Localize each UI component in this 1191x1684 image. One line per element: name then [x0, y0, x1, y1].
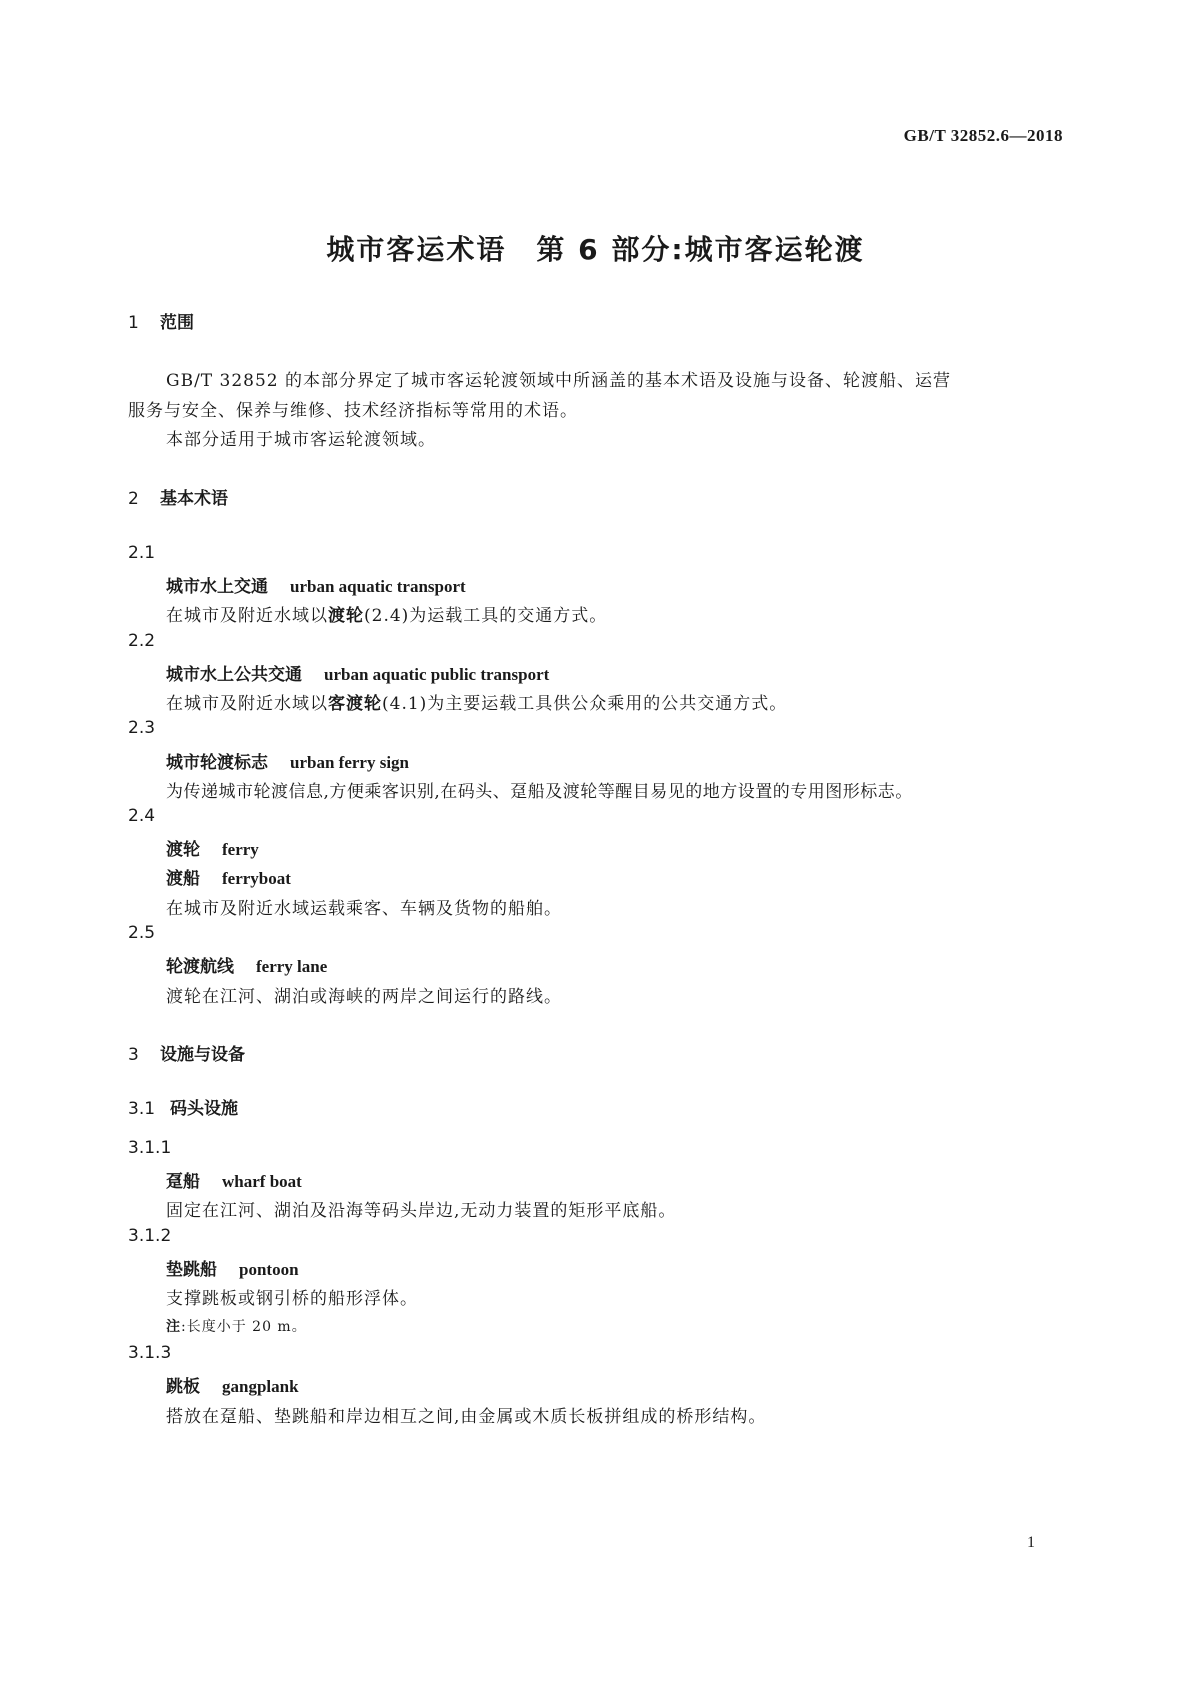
- note-text: :长度小于 20 m。: [181, 1319, 307, 1335]
- document-title: 城市客运术语 第 6 部分:城市客运轮渡: [326, 233, 865, 266]
- clause-number: 3.1.3: [128, 1343, 172, 1363]
- term-en: ferryboat: [222, 869, 291, 888]
- definition-text: (2.4)为运载工具的交通方式。: [364, 606, 608, 626]
- term-entry: [166, 952, 327, 977]
- clause-number: 2.3: [128, 718, 156, 738]
- term-zh: 跳板: [166, 1377, 200, 1397]
- cross-reference-term: 客渡轮: [328, 694, 382, 714]
- scope-paragraph-line-2: 服务与安全、保养与维修、技术经济指标等常用的术语。: [128, 401, 578, 421]
- synonym-term-entry: [166, 864, 291, 889]
- section-number: 3: [128, 1045, 139, 1065]
- term-en: urban aquatic transport: [290, 577, 466, 596]
- term-zh: 城市轮渡标志: [166, 753, 268, 773]
- definition-text: 在城市及附近水域以: [166, 694, 328, 714]
- term-entry: [166, 660, 549, 685]
- clause-number: 3.1.2: [128, 1226, 172, 1246]
- clause-number: 3.1.1: [128, 1138, 172, 1158]
- term-definition: [166, 601, 607, 626]
- section-3-heading: [128, 1040, 245, 1065]
- term-zh: 垫跳船: [166, 1260, 217, 1280]
- term-en: ferry lane: [256, 957, 328, 976]
- term-entry: [166, 1167, 302, 1192]
- term-entry: [166, 1255, 299, 1280]
- term-en: gangplank: [222, 1377, 299, 1396]
- section-1-heading: [128, 308, 194, 333]
- term-en: urban aquatic public transport: [324, 665, 550, 684]
- term-definition: 在城市及附近水域运载乘客、车辆及货物的船舶。: [166, 899, 562, 919]
- page-number: 1: [1027, 1534, 1035, 1551]
- term-entry: [166, 572, 466, 597]
- term-definition: [166, 689, 787, 714]
- standard-number: GB/T 32852.6—2018: [903, 126, 1063, 145]
- cross-reference-term: 渡轮: [328, 606, 364, 626]
- term-entry: [166, 1372, 299, 1397]
- clause-number: 2.5: [128, 923, 156, 943]
- section-title: 设施与设备: [160, 1045, 245, 1065]
- note-label: 注: [166, 1319, 181, 1335]
- section-title: 范围: [160, 313, 194, 333]
- term-zh: 城市水上公共交通: [166, 665, 302, 685]
- scope-paragraph-2: 本部分适用于城市客运轮渡领域。: [166, 430, 436, 450]
- subsection-number: 3.1: [128, 1099, 156, 1119]
- subsection-title: 码头设施: [170, 1099, 238, 1119]
- subsection-3-1-heading: [128, 1094, 238, 1119]
- clause-number: 2.1: [128, 543, 156, 563]
- term-en: pontoon: [239, 1260, 299, 1279]
- clause-number: 2.2: [128, 631, 156, 651]
- term-en: wharf boat: [222, 1172, 302, 1191]
- term-zh: 城市水上交通: [166, 577, 268, 597]
- definition-text: 在城市及附近水域以: [166, 606, 328, 626]
- term-zh: 渡轮: [166, 840, 200, 860]
- term-en: ferry: [222, 840, 259, 859]
- section-number: 1: [128, 313, 139, 333]
- definition-text: (4.1)为主要运载工具供公众乘用的公共交通方式。: [382, 694, 788, 714]
- term-en: urban ferry sign: [290, 753, 409, 772]
- section-title: 基本术语: [160, 489, 228, 509]
- section-number: 2: [128, 489, 139, 509]
- term-definition: 渡轮在江河、湖泊或海峡的两岸之间运行的路线。: [166, 987, 562, 1007]
- scope-paragraph-line-1: GB/T 32852 的本部分界定了城市客运轮渡领域中所涵盖的基本术语及设施与设备、轮渡船、运营: [166, 371, 952, 391]
- section-2-heading: [128, 484, 228, 509]
- term-zh: 渡船: [166, 869, 200, 889]
- term-entry: [166, 748, 409, 773]
- term-zh: 趸船: [166, 1172, 200, 1192]
- term-note: [166, 1316, 307, 1336]
- term-definition: 搭放在趸船、垫跳船和岸边相互之间,由金属或木质长板拼组成的桥形结构。: [166, 1407, 767, 1427]
- term-definition: 为传递城市轮渡信息,方便乘客识别,在码头、趸船及渡轮等醒目易见的地方设置的专用图形标志。: [166, 782, 913, 802]
- term-zh: 轮渡航线: [166, 957, 234, 977]
- term-definition: 支撑跳板或钢引桥的船形浮体。: [166, 1289, 418, 1309]
- clause-number: 2.4: [128, 806, 156, 826]
- term-entry: [166, 835, 259, 860]
- term-definition: 固定在江河、湖泊及沿海等码头岸边,无动力装置的矩形平底船。: [166, 1201, 677, 1221]
